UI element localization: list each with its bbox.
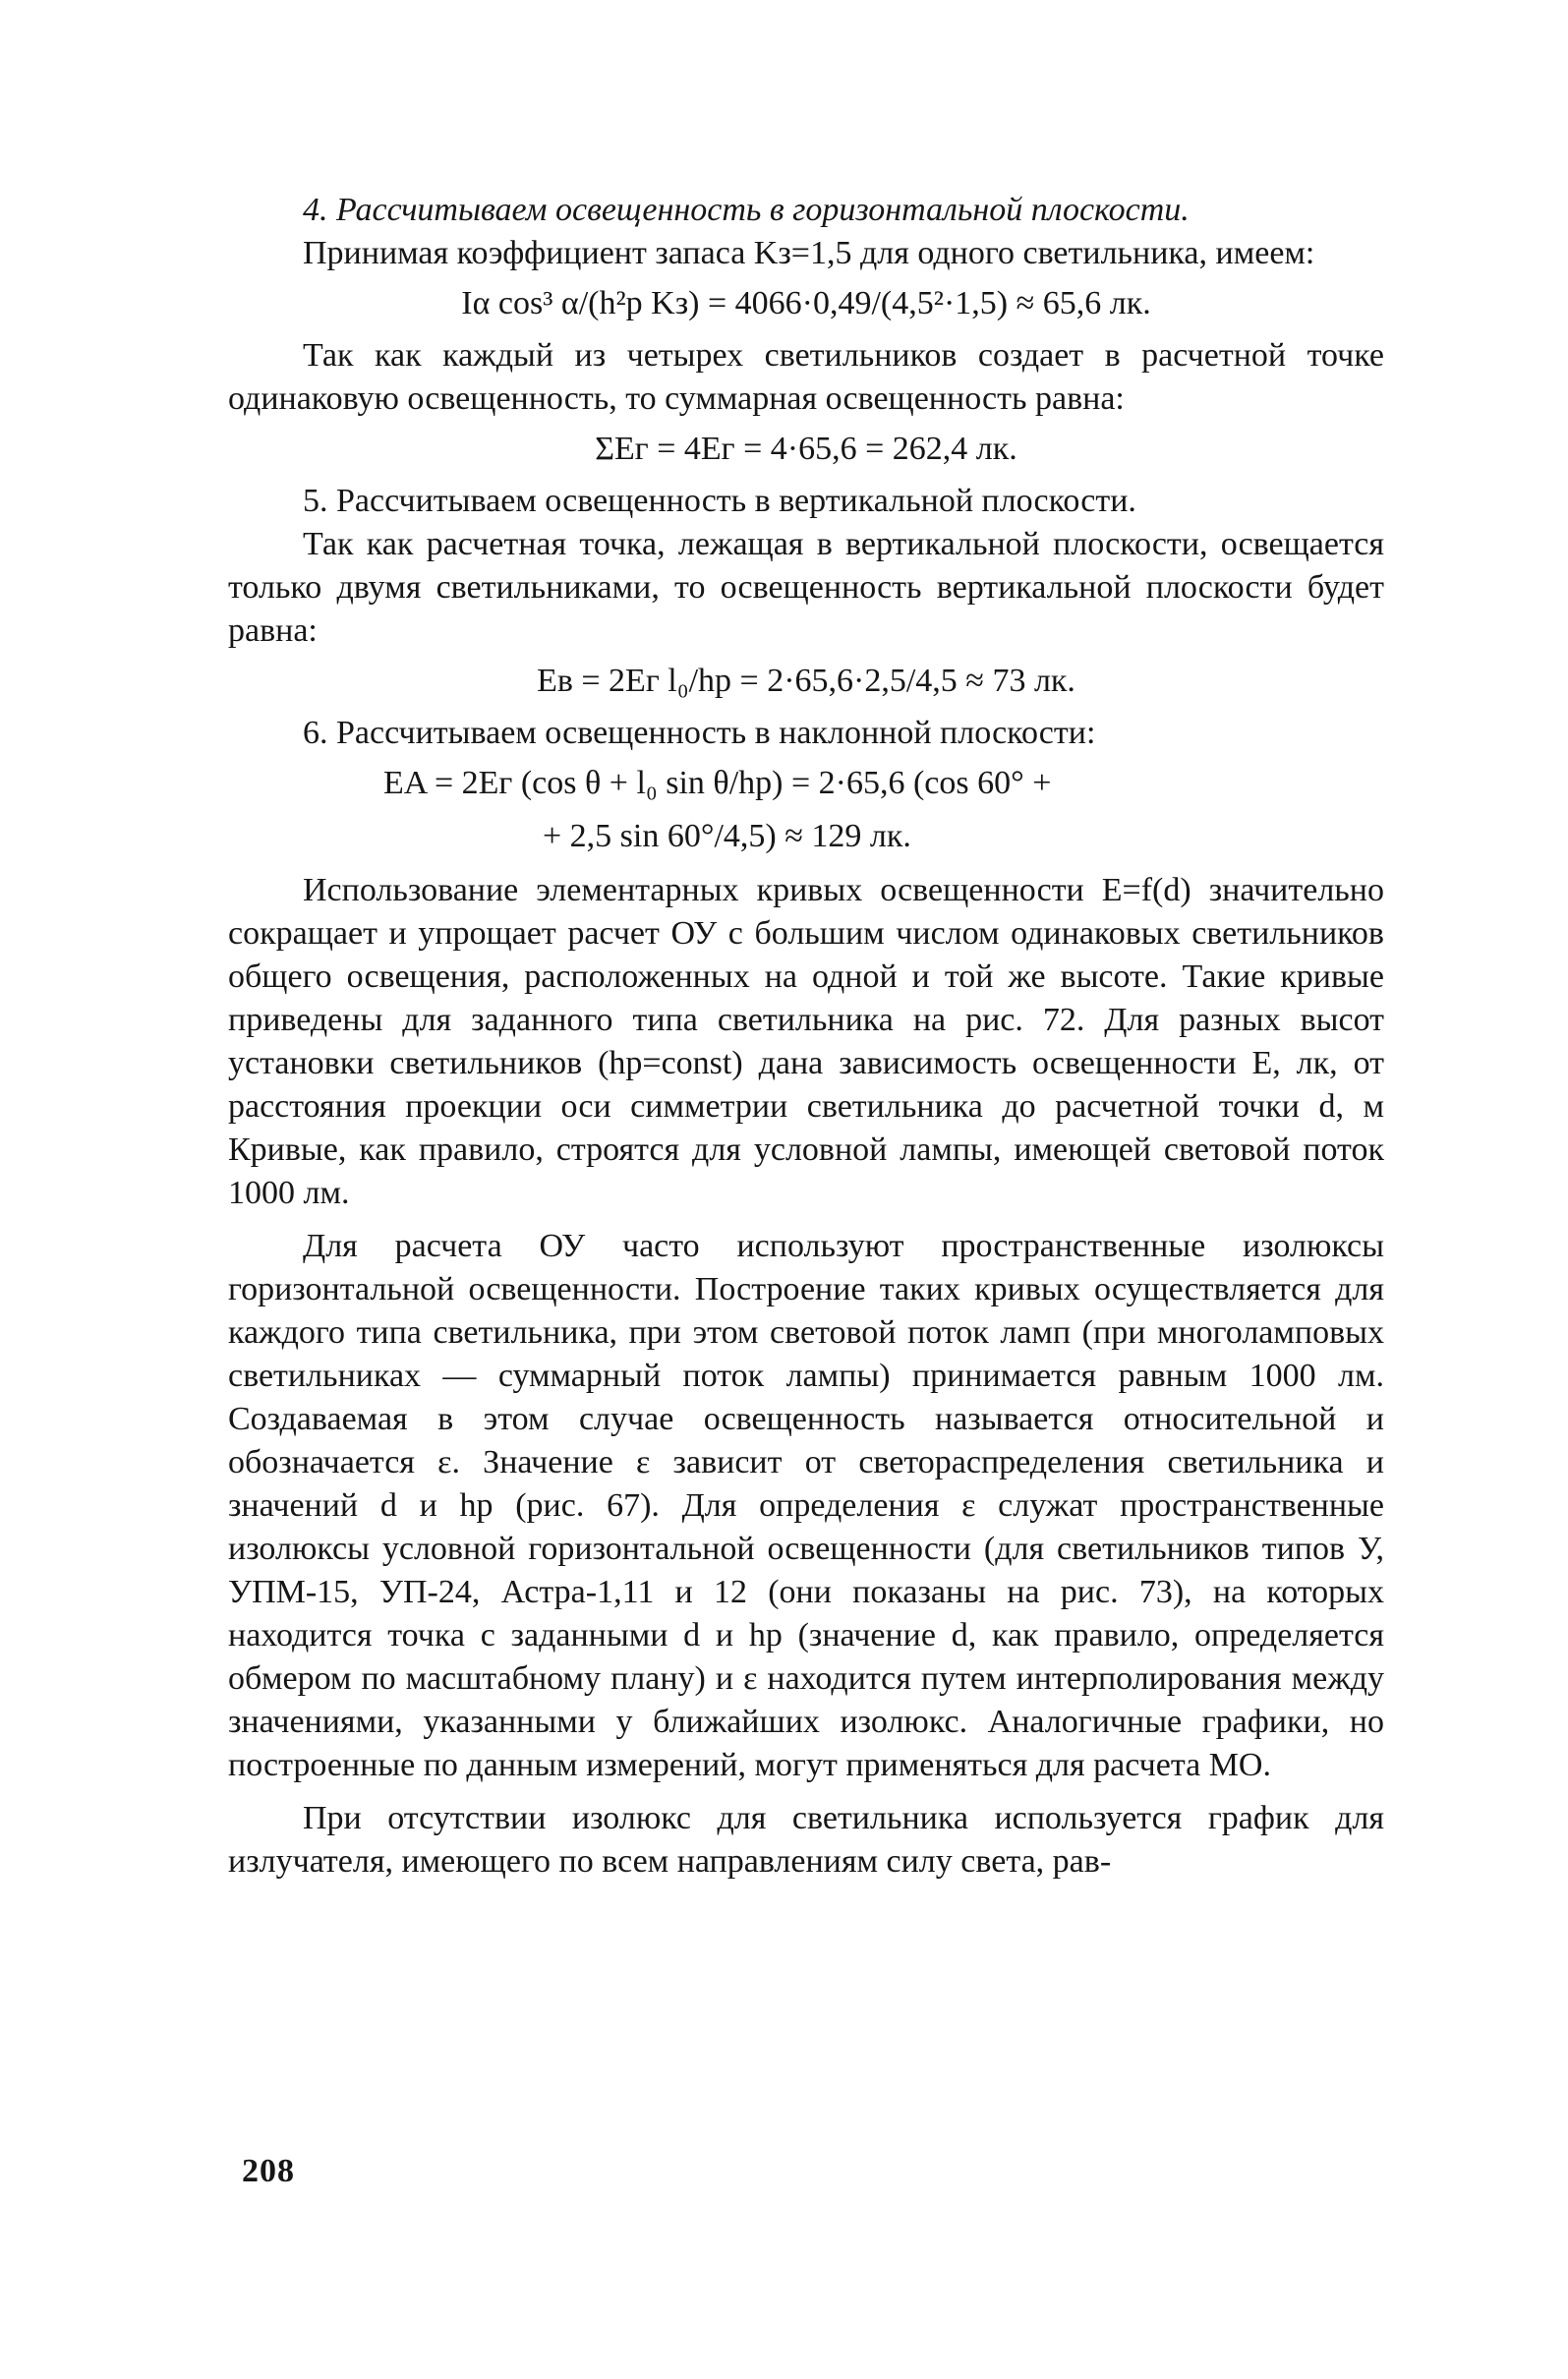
formula-horizontal-single: Iα cos³ α/(h²р Kз) = 4066·0,49/(4,5²·1,5) ≈ 65,6 лк. (461, 285, 1151, 321)
formula-vertical: Eв = 2Eг l₀/hр = 2·65,6·2,5/4,5 ≈ 73 лк. (537, 663, 1075, 699)
page-number: 208 (242, 2153, 295, 2189)
step-5-heading: 5. Рассчитываем освещенность в вертикальной плоскости. (303, 483, 1136, 519)
formula-inclined-line-1: EA = 2Eг (cos θ + l₀ sin θ/hр) = 2·65,6 (cos 60° + (383, 765, 1052, 801)
paragraph-illuminance-curves: Использование элементарных кривых освещенности E=f(d) значительно сокращает и упрощает расчет ОУ с большим числом одинаковых светильников общего освещения, расположенных на одной и той же высоте. Такие кривые приведены для заданного типа светильника на рис. 72. Для разных высот установки светильников (hр=const) дана зависимость освещенности E, лк, от расстояния проекции оси симметрии светильника до расчетной точки d, м Кривые, как правило, строятся для условной лампы, имеющей световой поток 1000 лм. (228, 872, 1384, 1211)
formula-inclined-line-2: + 2,5 sin 60°/4,5) ≈ 129 лк. (543, 818, 911, 854)
step-4-text: Так как каждый из четырех светильников создает в расчетной точке одинаковую освещенность, то суммарная освещенность равна: (228, 337, 1384, 417)
paragraph-no-isolux: При отсутствии изолюкс для светильника используется график для излучателя, имеющего по всем направлениям силу света, рав- (228, 1800, 1384, 1880)
paragraph-isolux: Для расчета ОУ часто используют пространственные изолюксы горизонтальной освещенности. Построение таких кривых осуществляется для каждого типа светильника, при этом световой поток ламп (при многоламповых светильниках — суммарный поток лампы) принимается равным 1000 лм. Создаваемая в этом случае освещенность называется относительной и обозначается ε. Значение ε зависит от светораспределения светильника и значений d и hр (рис. 67). Для определения ε служат пространственные изолюксы условной горизонтальной освещенности (для светильников типов У, УПМ-15, УП-24, Астра-1,11 и 12 (они показаны на рис. 73), на которых находится точка с заданными d и hр (значение d, как правило, определяется обмером по масштабному плану) и ε находится путем интерполирования между значениями, указанными у ближайших изолюкс. Аналогичные графики, но построенные по данным измерений, могут применяться для расчета МО. (228, 1228, 1384, 1783)
page-body (228, 189, 1384, 1884)
step-5-text: Так как расчетная точка, лежащая в вертикальной плоскости, освещается только двумя светильниками, то освещенность вертикальной плоскости будет равна: (228, 526, 1384, 649)
formula-horizontal-total: ΣEг = 4Eг = 4·65,6 = 262,4 лк. (595, 431, 1017, 467)
step-4-intro: Принимая коэффициент запаса Kз=1,5 для одного светильника, имеем: (303, 235, 1315, 271)
step-6-heading: 6. Рассчитываем освещенность в наклонной плоскости: (303, 715, 1096, 751)
step-4-heading: 4. Рассчитываем освещенность в горизонтальной плоскости. (303, 192, 1190, 228)
